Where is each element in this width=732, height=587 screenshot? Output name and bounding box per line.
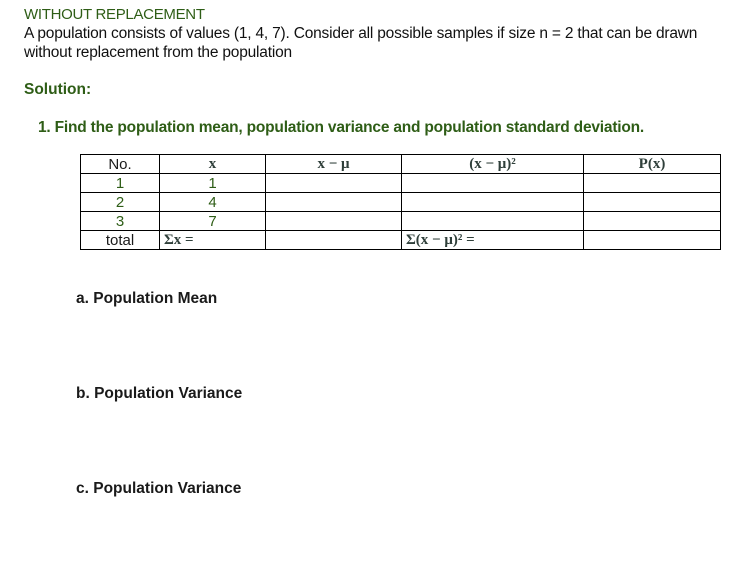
header-no: No. bbox=[81, 155, 160, 174]
sum-x: Σx = bbox=[160, 231, 266, 250]
row-squared-cell bbox=[402, 212, 584, 231]
problem-statement: A population consists of values (1, 4, 7). Consider all possible samples if size n = 2 that can be drawn without replacement from the population bbox=[24, 25, 698, 61]
row-deviation-cell bbox=[266, 174, 402, 193]
worksheet-table bbox=[80, 154, 721, 250]
row-no: 3 bbox=[81, 212, 160, 231]
part-b-population-variance: b. Population Variance bbox=[76, 385, 243, 402]
table-total-row bbox=[81, 231, 721, 250]
section-title: WITHOUT REPLACEMENT bbox=[24, 6, 205, 23]
header-probability: P(x) bbox=[584, 155, 721, 174]
total-deviation-cell bbox=[266, 231, 402, 250]
total-probability-cell bbox=[584, 231, 721, 250]
row-x: 4 bbox=[160, 193, 266, 212]
part-c-population-variance: c. Population Variance bbox=[76, 480, 242, 497]
sum-squared-deviation: Σ(x − μ)² = bbox=[402, 231, 584, 250]
table-header-row bbox=[81, 155, 721, 174]
header-x: x bbox=[160, 155, 266, 174]
row-squared-cell bbox=[402, 174, 584, 193]
row-no: 2 bbox=[81, 193, 160, 212]
row-no: 1 bbox=[81, 174, 160, 193]
part-a-population-mean: a. Population Mean bbox=[76, 290, 218, 307]
table-row bbox=[81, 193, 721, 212]
header-squared-deviation: (x − μ)² bbox=[402, 155, 584, 174]
row-x: 1 bbox=[160, 174, 266, 193]
row-x: 7 bbox=[160, 212, 266, 231]
row-deviation-cell bbox=[266, 212, 402, 231]
row-squared-cell bbox=[402, 193, 584, 212]
row-deviation-cell bbox=[266, 193, 402, 212]
table-row bbox=[81, 212, 721, 231]
total-label: total bbox=[81, 231, 160, 250]
solution-label: Solution: bbox=[24, 81, 92, 98]
row-probability-cell bbox=[584, 174, 721, 193]
row-probability-cell bbox=[584, 212, 721, 231]
question-1: 1. Find the population mean, population variance and population standard deviation. bbox=[38, 119, 645, 136]
header-deviation: x − μ bbox=[266, 155, 402, 174]
row-probability-cell bbox=[584, 193, 721, 212]
table-row bbox=[81, 174, 721, 193]
